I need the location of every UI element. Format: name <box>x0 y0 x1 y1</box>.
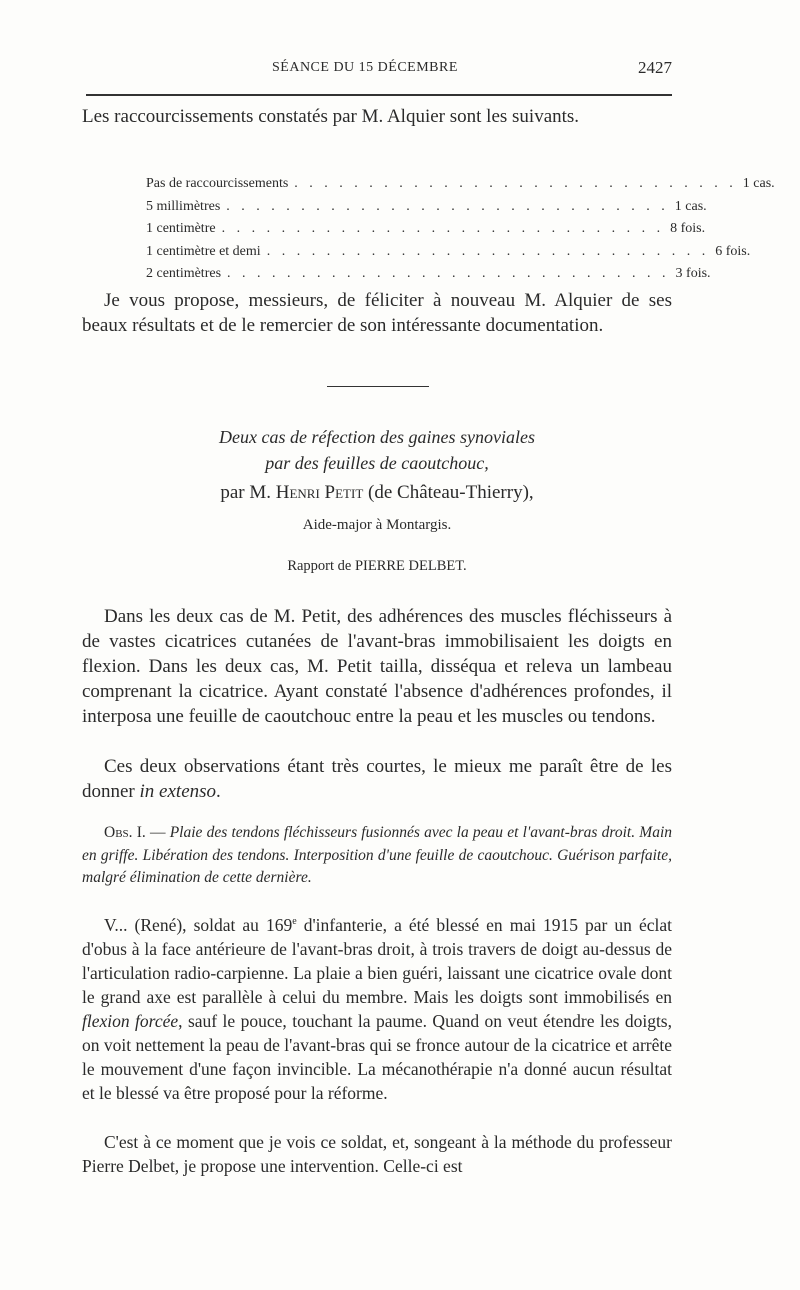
row-label: 5 millimètres <box>146 198 221 214</box>
row-value: 1 cas. <box>674 198 707 214</box>
observation-paragraph-1 <box>82 910 672 1105</box>
leader-dots: . . . . . . . . . . . . . . . . . . . . . . . . . . . . . . <box>294 176 737 191</box>
body-paragraph-1: Dans les deux cas de M. Petit, des adhérences des muscles fléchisseurs à de vastes cicatrices cutanées de l'avant-bras immobilisaient les doigts en flexion. Dans les deux cas, M. Petit tailla, disséqua et releva un lambeau comprenant la cicatrice. Ayant constaté l'absence d'adhérences profondes, il interposa une feuille de caoutchouc entre la peau et les muscles ou tendons. <box>82 606 672 727</box>
text-run: d'infanterie, a été blessé en mai 1915 par un éclat d'obus à la face antérieure de l'avant-bras droit, à trois travers de doigt au-dessus de l'articulation radio-carpienne. La plaie a bien guéri, laissant une cicatrice ovale dont le grand axe est parallèle à celui du membre. Mais les doigts sont immobilisés en <box>82 914 672 1007</box>
leader-dots: . . . . . . . . . . . . . . . . . . . . . . . . . . . . . . <box>221 221 665 236</box>
report-line: Rapport de PIERRE DELBET. <box>287 558 467 574</box>
article-title-line2: par des feuilles de caoutchouc, <box>265 453 489 473</box>
observation-label: Obs. I. — <box>104 824 166 841</box>
closing-paragraph: Je vous propose, messieurs, de féliciter à nouveau M. Alquier de ses beaux résultats et de le remercier de son intéressante documentation. <box>82 290 672 336</box>
section-separator <box>327 386 429 387</box>
row-label: 2 centimètres <box>146 266 222 281</box>
article-title-line1: Deux cas de réfection des gaines synoviales <box>219 427 535 447</box>
body-paragraph-2 <box>82 754 672 804</box>
text-run: V... (René), soldat au 169 <box>104 914 293 935</box>
observation-paragraph-2: C'est à ce moment que je vois ce soldat, et, songeant à la méthode du professeur Pierre Delbet, je propose une intervention. Celle-ci est <box>82 1132 672 1176</box>
author-suffix: (de Château-Thierry), <box>368 482 534 503</box>
intro-paragraph: Les raccourcissements constatés par M. Alquier sont les suivants. <box>82 106 580 127</box>
running-title: SÉANCE DU 15 DÉCEMBRE <box>272 60 458 75</box>
italic-run: in extenso <box>139 781 217 802</box>
leader-dots: . . . . . . . . . . . . . . . . . . . . . . . . . . . . . . <box>227 266 670 281</box>
italic-run: flexion forcée <box>82 1010 179 1031</box>
text-run: , sauf le pouce, touchant la paume. Quand on veut étendre les doigts, on voit nettement la peau de l'avant-bras qui se fronce autour de la cicatrice et arrête le mouvement d'une façon invincible. La mécanothérapie n'a donné aucun résultat et le blessé va être proposé pour la réforme. <box>82 1010 672 1103</box>
table-row <box>146 198 707 222</box>
observation-heading <box>82 822 672 890</box>
document-page <box>82 0 775 1290</box>
superscript: e <box>292 916 297 927</box>
leader-dots: . . . . . . . . . . . . . . . . . . . . . . . . . . . . . . <box>226 198 669 214</box>
running-header <box>82 60 672 82</box>
observation-title: Plaie des tendons fléchisseurs fusionnés avec la peau et l'avant-bras droit. Main en griffe. Libération des tendons. Interposition d'une feuille de caoutchouc. Guérison parfaite, malgré élimination de cette dernière. <box>82 824 673 886</box>
row-label: 1 centimètre <box>146 221 216 236</box>
author-role: Aide-major à Montargis. <box>302 517 452 533</box>
results-table <box>146 176 775 289</box>
table-row <box>146 176 775 199</box>
article-author <box>82 480 672 506</box>
table-row <box>146 243 751 267</box>
table-row <box>146 221 706 244</box>
table-row <box>146 266 711 289</box>
page-number: 2427 <box>638 58 672 77</box>
row-value: 6 fois. <box>715 243 751 259</box>
row-label: 1 centimètre et demi <box>146 243 261 259</box>
text-run: . <box>216 781 221 802</box>
author-name: Henri Petit <box>275 482 364 503</box>
row-value: 1 cas. <box>742 176 775 191</box>
row-value: 3 fois. <box>675 266 711 281</box>
leader-dots: . . . . . . . . . . . . . . . . . . . . . . . . . . . . . . <box>266 243 710 259</box>
row-label: Pas de raccourcissements <box>146 176 289 191</box>
header-rule <box>86 94 672 96</box>
row-value: 8 fois. <box>670 221 706 236</box>
text-run: Ces deux observations étant très courtes, le mieux me paraît être de les donner <box>82 756 672 802</box>
author-prefix: par M. <box>220 482 271 503</box>
